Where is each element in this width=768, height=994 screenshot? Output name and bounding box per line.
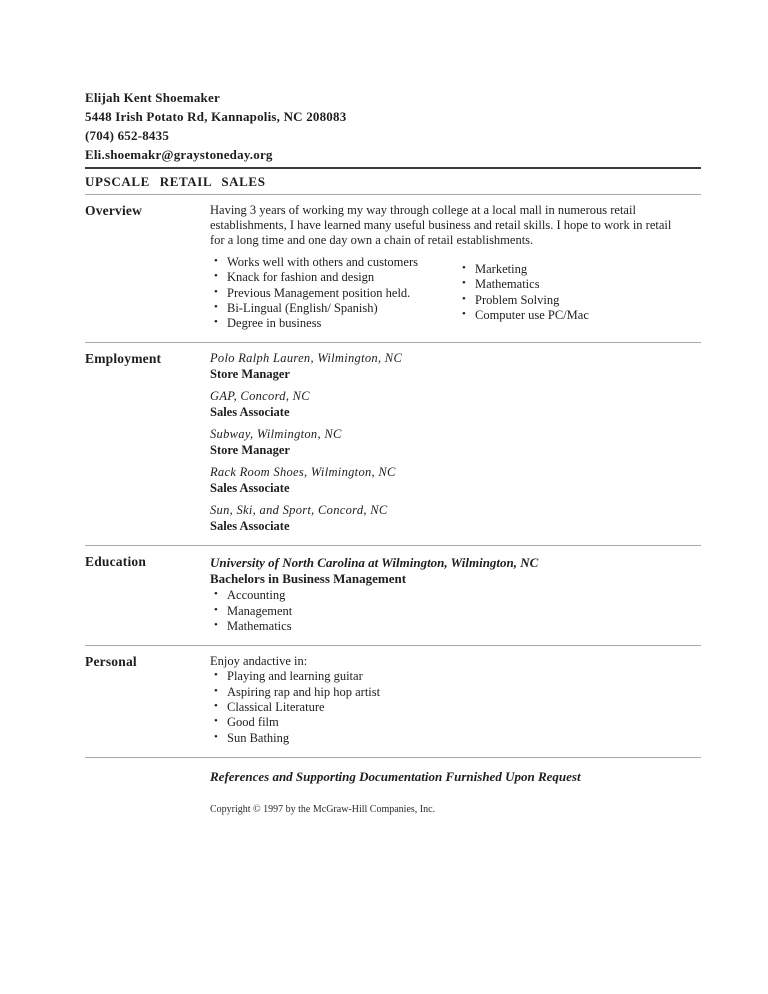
employment-entry [210,351,701,382]
job-company: Subway, Wilmington, NC [210,427,342,442]
list-item: • Degree in business [210,316,458,331]
list-item: • Management [210,604,701,619]
document-title: UPSCALE RETAIL SALES [85,174,266,189]
job-title: Sales Associate [210,480,290,495]
contact-block [85,88,701,164]
list-item: • Mathematics [458,277,589,292]
job-title: Sales Associate [210,404,290,419]
footer-content [210,758,701,815]
job-title: Sales Associate [210,518,290,533]
list-item: • Bi-Lingual (English/ Spanish) [210,301,458,316]
section-label-employment: Employment [85,351,162,367]
list-item: • Knack for fashion and design [210,270,458,285]
job-title: Store Manager [210,366,290,381]
personal-intro: Enjoy andactive in: [210,654,308,669]
contact-phone: (704) 652-8435 [85,128,170,143]
contact-email: Eli.shoemakr@graystoneday.org [85,147,273,162]
overview-paragraph: Having 3 years of working my way through college at a local mall in numerous retail establishments, I have learned many useful business and retail skills. I hope to work in retail for a long time and one day own a chain of retail establishments. [210,203,672,247]
employment-entry [210,389,701,420]
job-company: GAP, Concord, NC [210,389,310,404]
page-content [85,88,701,815]
job-company: Polo Ralph Lauren, Wilmington, NC [210,351,403,366]
employment-body [210,351,701,545]
overview-bullets-left [210,255,458,331]
contact-name: Elijah Kent Shoemaker [85,90,220,105]
employment-entry [210,503,701,534]
employment-entry [210,465,701,496]
list-item: • Sun Bathing [210,731,701,746]
personal-bullets [210,669,701,745]
overview-body [210,203,701,342]
list-item: • Good film [210,715,701,730]
overview-bullets-right [458,262,589,331]
personal-body [210,654,701,756]
list-item: • Mathematics [210,619,701,634]
section-label-overview: Overview [85,203,143,218]
list-item: • Classical Literature [210,700,701,715]
copyright-notice: Copyright © 1997 by the McGraw-Hill Companies, Inc. [210,803,436,815]
list-item: • Works well with others and customers [210,255,458,270]
footer-spacer [85,758,210,815]
footer [85,758,701,815]
section-label-personal: Personal [85,654,137,670]
section-personal [85,646,701,756]
list-item: • Computer use PC/Mac [458,308,589,323]
list-item: • Problem Solving [458,293,589,308]
job-title: Store Manager [210,442,290,457]
section-label-education: Education [85,554,147,570]
job-company: Sun, Ski, and Sport, Concord, NC [210,503,388,518]
list-item: • Previous Management position held. [210,286,458,301]
list-item: • Aspiring rap and hip hop artist [210,685,701,700]
education-bullets [210,588,701,634]
section-employment [85,343,701,545]
references-statement: References and Supporting Documentation Furnished Upon Request [210,768,581,784]
list-item: • Accounting [210,588,701,603]
section-overview [85,195,701,342]
employment-entry [210,427,701,458]
list-item: • Marketing [458,262,589,277]
job-company: Rack Room Shoes, Wilmington, NC [210,465,396,480]
overview-bullet-columns [210,255,701,331]
education-school: University of North Carolina at Wilmington, Wilmington, NC [210,555,539,571]
education-degree: Bachelors in Business Management [210,571,407,587]
education-body [210,554,701,645]
section-education [85,546,701,645]
contact-address: 5448 Irish Potato Rd, Kannapolis, NC 208083 [85,109,347,124]
list-item: • Playing and learning guitar [210,669,701,684]
